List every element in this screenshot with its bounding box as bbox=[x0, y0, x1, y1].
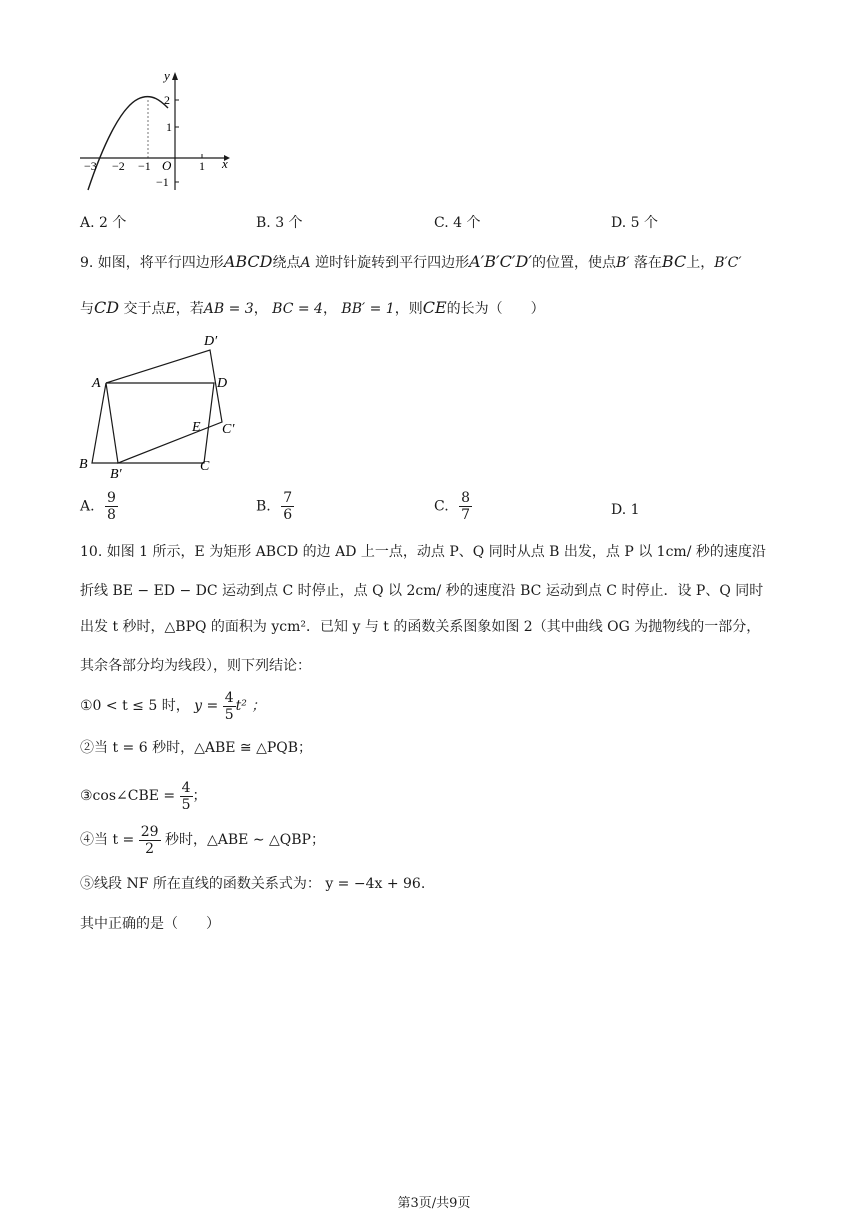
label-B: B bbox=[79, 457, 88, 472]
q10-statement-1: ①0 < t ≤ 5 时， y = $\frac{4}{5}$ t² ； bbox=[80, 689, 266, 723]
q9-option-a[interactable]: A. $\frac{9}{8}$ bbox=[80, 490, 116, 523]
y-tick-neg1: −1 bbox=[156, 175, 169, 189]
q8-option-c[interactable]: C. 4 个 bbox=[434, 215, 481, 231]
fraction: $\frac{4}{5}$ bbox=[181, 779, 191, 813]
q9-option-b[interactable]: B. $\frac{7}{6}$ bbox=[256, 490, 293, 523]
q9-option-c[interactable]: C. $\frac{8}{7}$ bbox=[434, 490, 471, 523]
q10-statement-2: ②当 t = 6 秒时，△ABE ≅ △PQB； bbox=[80, 740, 313, 756]
label-D: D bbox=[217, 376, 228, 391]
x-tick-1: 1 bbox=[199, 159, 205, 173]
q8-option-b[interactable]: B. 3 个 bbox=[256, 215, 303, 231]
q10-line-1: 10. 如图 1 所示，E 为矩形 ABCD 的边 AD 上一点，动点 P、Q 同时从点 B 出发，点 P 以 1cm/ 秒的速度沿 bbox=[80, 544, 766, 560]
y-tick-1: 1 bbox=[166, 120, 172, 134]
fraction: $\frac{7}{6}$ bbox=[283, 490, 293, 523]
q8-option-d[interactable]: D. 5 个 bbox=[611, 215, 658, 231]
q10-line-2: 折线 BE − ED − DC 运动到点 C 时停止，点 Q 以 2cm/ 秒的速度沿 BC 运动到点 C 时停止．设 P、Q 同时 bbox=[80, 583, 764, 599]
q9-option-d[interactable]: D. 1 bbox=[611, 502, 640, 518]
x-tick-neg1: −1 bbox=[138, 159, 151, 173]
fraction: $\frac{8}{7}$ bbox=[461, 490, 471, 523]
function-graph bbox=[76, 68, 236, 198]
label-B2: B′ bbox=[110, 467, 122, 480]
q10-statement-4: ④当 t = $\frac{29}{2}$ 秒时，△ABE ∼ △QBP； bbox=[80, 823, 325, 857]
q8-option-a[interactable]: A. 2 个 bbox=[80, 215, 127, 231]
q10-statement-5: ⑤线段 NF 所在直线的函数关系式为： y = −4x + 96. bbox=[80, 876, 426, 892]
q9-line-1: 9. 如图，将平行四边形ABCD绕点A 逆时针旋转到平行四边形A′B′C′D′的位置，使点B′ 落在BC上，B′C′ bbox=[80, 252, 742, 271]
fraction: $\frac{29}{2}$ bbox=[140, 823, 159, 857]
fraction: $\frac{4}{5}$ bbox=[224, 689, 234, 723]
q10-question: 其中正确的是（ ） bbox=[80, 916, 220, 932]
label-E: E bbox=[192, 420, 201, 435]
parallelogram-figure bbox=[76, 328, 256, 480]
x-axis-label: x bbox=[222, 156, 228, 171]
page-footer: 第3页/共9页 bbox=[397, 1196, 471, 1211]
y-axis-label: y bbox=[164, 68, 170, 83]
q10-line-3: 出发 t 秒时，△BPQ 的面积为 ycm²．已知 y 与 t 的函数关系图象如图 2（其中曲线 OG 为抛物线的一部分， bbox=[80, 619, 761, 635]
x-tick-neg2: −2 bbox=[112, 159, 125, 173]
q9-line-2: 与CD 交于点E，若AB = 3， BC = 4， BB′ = 1，则CE的长为（ ） bbox=[80, 298, 545, 317]
label-D2: D′ bbox=[204, 334, 218, 349]
fraction: $\frac{9}{8}$ bbox=[107, 490, 116, 523]
label-C: C bbox=[200, 459, 210, 474]
y-tick-2: 2 bbox=[164, 93, 170, 107]
label-C2: C′ bbox=[222, 422, 235, 437]
origin-label: O bbox=[162, 158, 172, 173]
x-tick-neg3: −3 bbox=[84, 159, 97, 173]
q10-statement-3: ③cos∠CBE = $\frac{4}{5}$ ； bbox=[80, 779, 207, 813]
label-A: A bbox=[92, 376, 101, 391]
q10-line-4: 其余各部分均为线段），则下列结论： bbox=[80, 658, 311, 674]
